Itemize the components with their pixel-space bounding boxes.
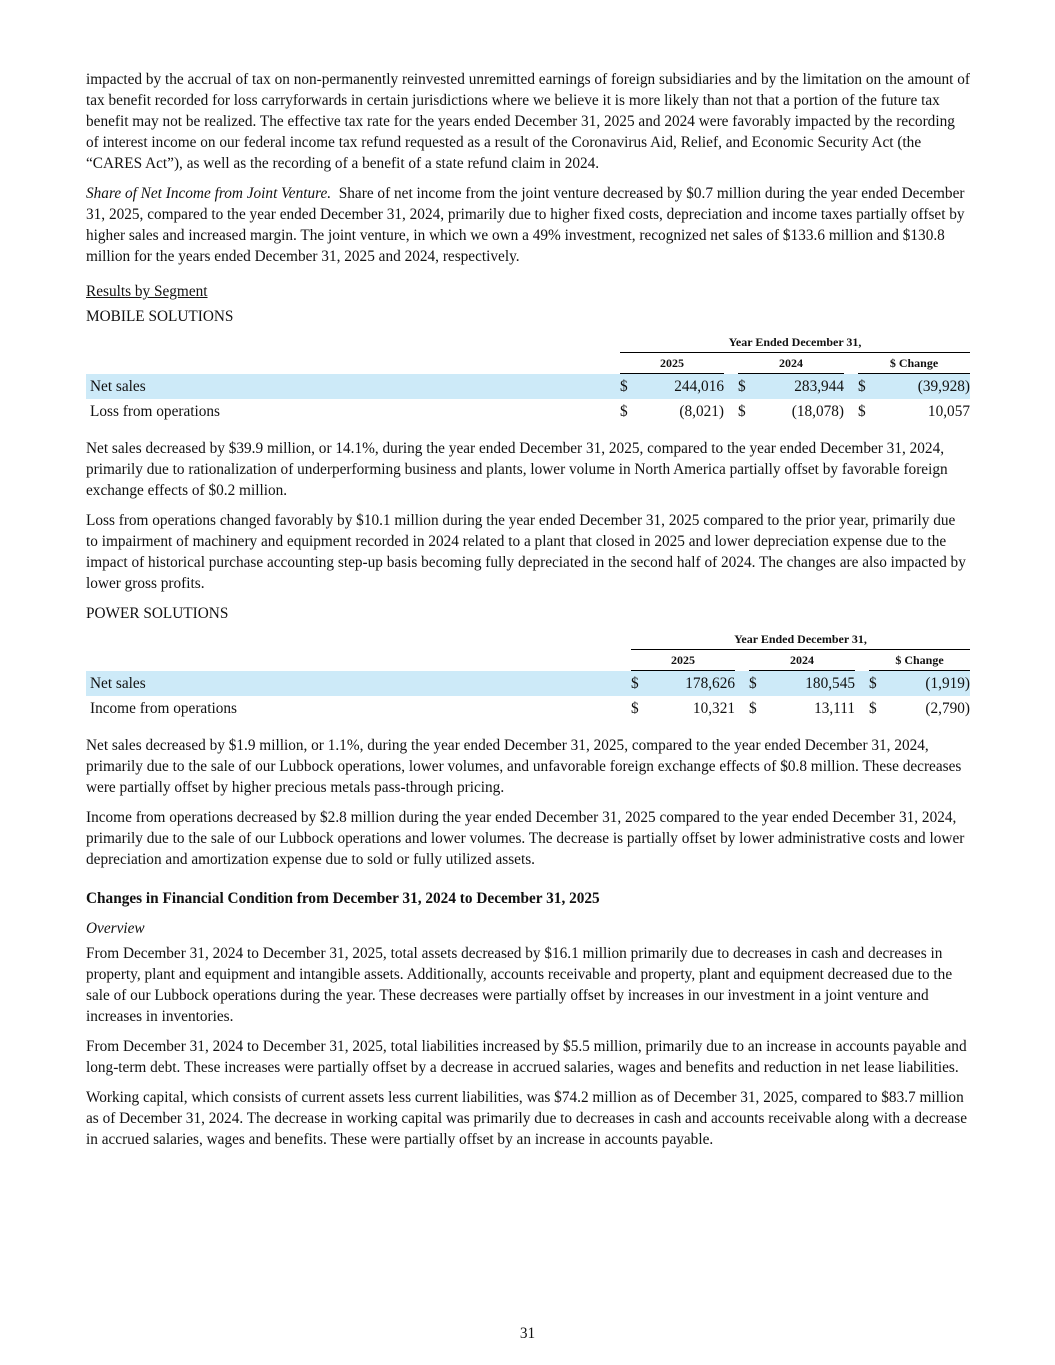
currency-symbol: $ xyxy=(869,700,877,717)
mobile-operations-paragraph: Loss from operations changed favorably by $10.1 million during the year ended December 31, 2025 compared to the prior year, primarily due to impairment of machinery and equipment recorded in 2024 related to a plant that closed in 2025 and lower depreciation expense due to the impact of historical purchase accounting step-up basis becoming fully depreciated in the second half of 2024. The changes are also impacted by lower gross profits. xyxy=(86,512,966,592)
power-col-2025: 2025 xyxy=(631,650,735,671)
table-row xyxy=(86,696,970,721)
currency-symbol: $ xyxy=(738,403,746,420)
joint-venture-paragraph xyxy=(86,183,970,267)
joint-venture-text: Share of net income from the joint venture decreased by $0.7 million during the year ended December 31, 2025, compared to the year ended December 31, 2024, primarily due to higher fixed costs, depreciation and income taxes partially offset by higher sales and increased margin. The joint venture, in which we own a 49% investment, recognized net sales of $133.6 million and $130.8 million for the years ended December 31, 2025 and 2024, respectively. xyxy=(86,185,965,265)
value-change: (39,928) xyxy=(876,374,970,400)
value-2025: (8,021) xyxy=(679,403,724,420)
currency-symbol: $ xyxy=(749,671,767,697)
value-2024: 180,545 xyxy=(767,671,855,697)
mobile-solutions-title: MOBILE SOLUTIONS xyxy=(86,308,234,325)
row-label: Net sales xyxy=(86,374,620,400)
currency-symbol: $ xyxy=(858,403,866,420)
currency-symbol: $ xyxy=(858,374,876,400)
value-2025: 178,626 xyxy=(649,671,735,697)
table-row xyxy=(86,374,970,400)
value-2024: 13,111 xyxy=(814,700,855,717)
results-by-segment-heading: Results by Segment xyxy=(86,283,208,300)
currency-symbol: $ xyxy=(620,374,638,400)
row-label: Income from operations xyxy=(90,700,237,717)
mobile-col-2025: 2025 xyxy=(620,353,724,374)
overview-label: Overview xyxy=(86,920,145,937)
total-assets-paragraph: From December 31, 2024 to December 31, 2025, total assets decreased by $16.1 million primarily due to decreases in cash and decreases in property, plant and equipment and intangible assets. Additionally, accounts receivable and property, plant and equipment decreased due to the sale of our Lubbock operations during the year. These decreases were partially offset by increases in our investment in a joint venture and increases in inventories. xyxy=(86,945,953,1025)
currency-symbol: $ xyxy=(631,671,649,697)
mobile-header-span: Year Ended December 31, xyxy=(620,335,970,353)
currency-symbol: $ xyxy=(738,374,756,400)
working-capital-paragraph: Working capital, which consists of current assets less current liabilities, was $74.2 million as of December 31, 2025, compared to $83.7 million as of December 31, 2024. The decrease in working capital was primarily due to decreases in cash and accounts receivable along with a decrease in accrued salaries, wages and benefits. These were partially offset by an increase in accounts payable. xyxy=(86,1089,968,1148)
value-2024: 283,944 xyxy=(756,374,844,400)
value-change: 10,057 xyxy=(927,403,970,420)
currency-symbol: $ xyxy=(749,700,757,717)
power-solutions-table xyxy=(86,632,970,721)
value-2025: 244,016 xyxy=(638,374,724,400)
currency-symbol: $ xyxy=(620,403,628,420)
page-number: 31 xyxy=(519,1325,536,1342)
value-change: (2,790) xyxy=(925,700,970,717)
joint-venture-heading: Share of Net Income from Joint Venture. xyxy=(86,185,332,202)
power-operations-paragraph: Income from operations decreased by $2.8 million during the year ended December 31, 2025 compared to the year ended December 31, 2024, primarily due to the sale of our Lubbock operations and lower volumes. The decrease is partially offset by lower administrative costs and lower depreciation and amortization expense due to sold or fully utilized assets. xyxy=(86,809,965,868)
table-row xyxy=(86,671,970,697)
mobile-net-sales-paragraph: Net sales decreased by $39.9 million, or 14.1%, during the year ended December 31, 2025, compared to the year ended December 31, 2024, primarily due to rationalization of underperforming business and plants, lower volume in North America partially offset by favorable foreign exchange effects of $0.2 million. xyxy=(86,440,948,499)
intro-paragraph: impacted by the accrual of tax on non-permanently reinvested unremitted earnings of foreign subsidiaries and by the limitation on the amount of tax benefit recorded for loss carryforwards in certain jurisdictions where we believe it is more likely than not that a portion of the future tax benefit may not be realized. The effective tax rate for the years ended December 31, 2025 and 2024 were favorably impacted by the recording of interest income on our federal income tax refund requested as a result of the Coronavirus Aid, Relief, and Economic Security Act (the “CARES Act”), as well as the recording of a benefit of a state refund claim in 2024. xyxy=(86,71,970,172)
value-change: (1,919) xyxy=(887,671,970,697)
power-col-2024: 2024 xyxy=(749,650,855,671)
table-row xyxy=(86,399,970,424)
row-label: Net sales xyxy=(86,671,631,697)
currency-symbol: $ xyxy=(869,671,887,697)
power-col-change: $ Change xyxy=(869,650,970,671)
mobile-solutions-table xyxy=(86,335,970,424)
total-liabilities-paragraph: From December 31, 2024 to December 31, 2025, total liabilities increased by $5.5 million, primarily due to an increase in accounts payable and long-term debt. These increases were partially offset by a decrease in accrued salaries, wages and benefits and reduction in net lease liabilities. xyxy=(86,1038,967,1076)
financial-condition-heading: Changes in Financial Condition from December 31, 2024 to December 31, 2025 xyxy=(86,890,600,907)
currency-symbol: $ xyxy=(631,700,639,717)
mobile-col-change: $ Change xyxy=(858,353,970,374)
page-content xyxy=(86,69,970,1159)
value-2025: 10,321 xyxy=(692,700,735,717)
power-net-sales-paragraph: Net sales decreased by $1.9 million, or 1.1%, during the year ended December 31, 2025, compared to the year ended December 31, 2024, primarily due to the sale of our Lubbock operations, lower volumes, and unfavorable foreign exchange effects of $0.8 million. These decreases were partially offset by higher precious metals pass-through pricing. xyxy=(86,737,962,796)
power-header-span: Year Ended December 31, xyxy=(631,632,970,650)
value-2024: (18,078) xyxy=(791,403,844,420)
power-solutions-title: POWER SOLUTIONS xyxy=(86,605,229,622)
row-label: Loss from operations xyxy=(90,403,221,420)
mobile-col-2024: 2024 xyxy=(738,353,844,374)
